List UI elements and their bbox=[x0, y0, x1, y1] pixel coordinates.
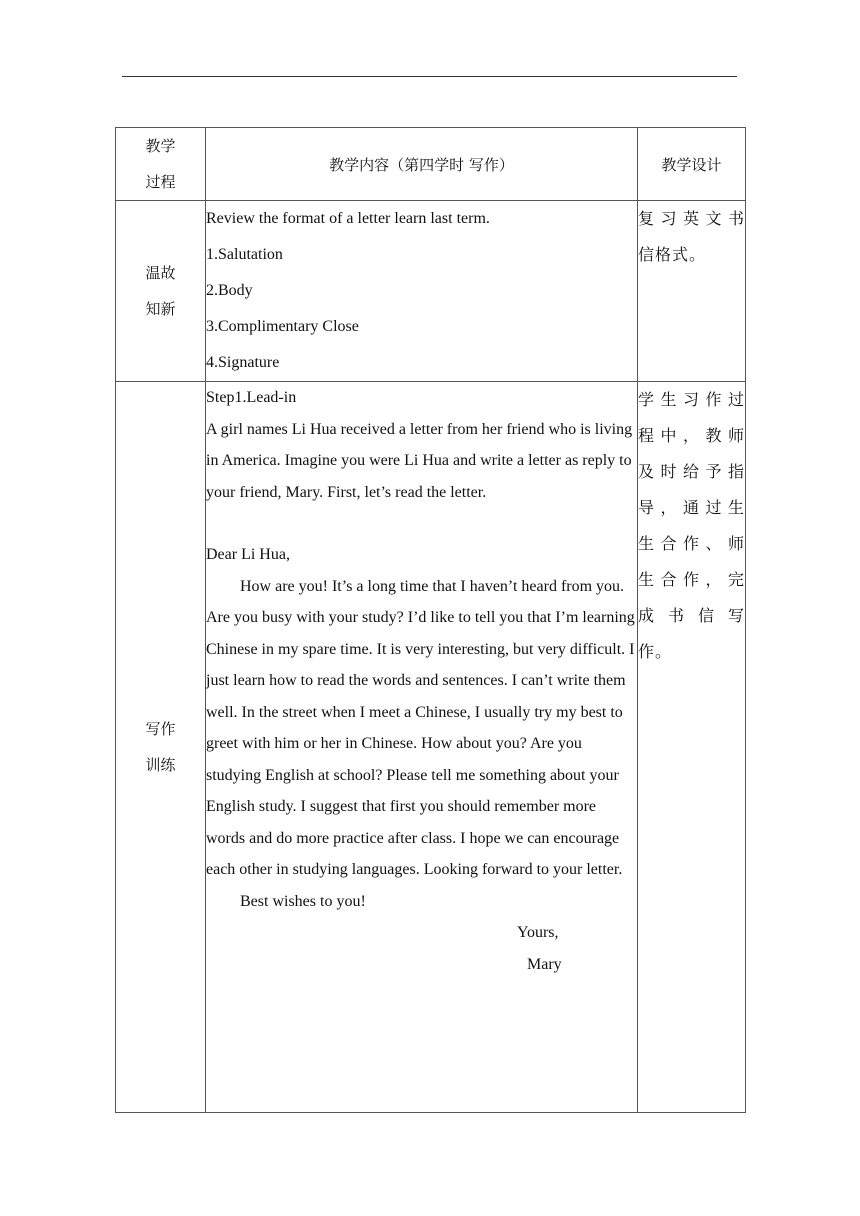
header-process-line-1: 教学 bbox=[145, 137, 176, 155]
letter-closing: Yours, bbox=[517, 924, 559, 941]
writing-design-line-7: 成书信写 bbox=[638, 606, 745, 625]
letter-signature: Mary bbox=[527, 955, 562, 973]
writing-design-cell bbox=[638, 382, 746, 1113]
header-content-cell bbox=[206, 128, 638, 201]
header-content-label: 教学内容（第四学时 写作） bbox=[329, 155, 514, 174]
writing-design-line-4: 导，通过生 bbox=[638, 498, 745, 517]
review-item-body: 2.Body bbox=[206, 282, 253, 299]
review-design-line-2: 信格式。 bbox=[638, 245, 707, 264]
writing-row bbox=[116, 382, 746, 1113]
header-design-label: 教学设计 bbox=[661, 155, 722, 174]
letter-salutation: Dear Li Hua, bbox=[206, 546, 290, 563]
header-design-cell bbox=[638, 128, 746, 201]
writing-design-line-5: 生合作、师 bbox=[638, 534, 745, 553]
writing-design-line-3: 及时给予指 bbox=[638, 462, 745, 481]
writing-design-line-2: 程中，教师 bbox=[638, 426, 745, 445]
review-item-salutation: 1.Salutation bbox=[206, 246, 283, 263]
writing-design-line-1: 学生习作过 bbox=[638, 390, 745, 409]
review-content-cell bbox=[206, 201, 638, 382]
writing-design-line-8: 作。 bbox=[638, 642, 673, 661]
lesson-plan-table bbox=[115, 127, 746, 1113]
writing-stage-cell bbox=[116, 382, 206, 1113]
header-process-cell bbox=[116, 128, 206, 201]
review-stage-line-1: 温故 bbox=[145, 264, 176, 282]
blank-line bbox=[206, 508, 637, 539]
table-header-row bbox=[116, 128, 746, 201]
writing-task-intro: A girl names Li Hua received a letter from her friend who is living in America. Imagine you were Li Hua and write a letter as reply to your friend, Mary. First, let’s read the letter. bbox=[206, 420, 633, 501]
letter-body: How are you! It’s a long time that I haven’t heard from you. Are you busy with your study? I’d like to tell you that I’m learning Chinese in my spare time. It is very interesting, but very difficult. I just learn how to read the words and sentences. I can’t write them well. In the street when I meet a Chinese, I usually try my best to greet with him or her in Chinese. How about you? Are you studying English at school? Please tell me something about your English study. I suggest that first you should remember more words and do more practice after class. I hope we can encourage each other in studying languages. Looking forward to your letter. bbox=[206, 577, 635, 878]
writing-content-cell bbox=[206, 382, 638, 1113]
review-item-signature: 4.Signature bbox=[206, 354, 280, 371]
header-process-line-2: 过程 bbox=[145, 173, 176, 191]
writing-step-title: Step1.Lead-in bbox=[206, 389, 297, 406]
review-stage-cell bbox=[116, 201, 206, 382]
writing-design-line-6: 生合作，完 bbox=[638, 570, 745, 589]
writing-stage-line-2: 训练 bbox=[145, 756, 176, 774]
review-item-closing: 3.Complimentary Close bbox=[206, 318, 359, 335]
review-row bbox=[116, 201, 746, 382]
header-rule bbox=[122, 76, 737, 77]
review-stage-line-2: 知新 bbox=[145, 300, 176, 318]
review-design-cell bbox=[638, 201, 746, 382]
review-design-line-1: 复习英文书 bbox=[638, 209, 745, 228]
review-intro: Review the format of a letter learn last term. bbox=[206, 210, 490, 227]
letter-wishes: Best wishes to you! bbox=[240, 892, 366, 910]
writing-stage-line-1: 写作 bbox=[145, 720, 176, 738]
